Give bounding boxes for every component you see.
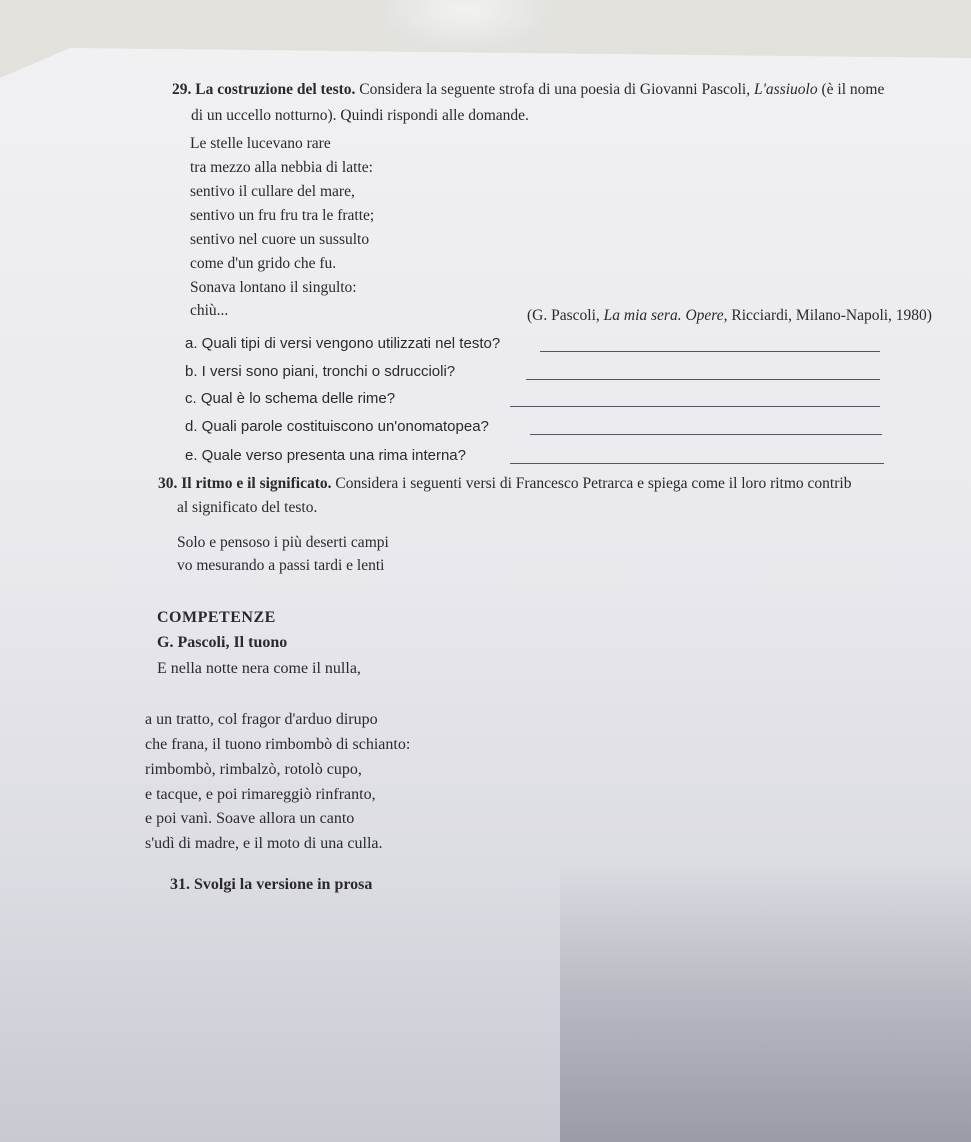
q29-answer-line-b[interactable] <box>526 379 880 380</box>
q29-answer-line-a[interactable] <box>540 351 880 352</box>
q29-question-c: c. Qual è lo schema delle rime? <box>185 390 396 407</box>
q29-answer-line-e[interactable] <box>510 463 884 464</box>
competenze-poem-line: s'udì di madre, e il moto di una culla. <box>145 835 383 852</box>
q29-poem-line: tra mezzo alla nebbia di latte: <box>190 159 373 176</box>
q29-line-1 <box>172 82 884 98</box>
q29-work-title: L'assiuolo <box>754 81 818 98</box>
q30-verse: vo mesurando a passi tardi e lenti <box>177 557 385 574</box>
q29-intro-a: Considera la seguente strofa di una poesia di Giovanni Pascoli, <box>359 81 751 98</box>
q30-intro-2: al significato del testo. <box>177 499 318 516</box>
competenze-heading: COMPETENZE <box>157 609 276 626</box>
q30-verse: Solo e pensoso i più deserti campi <box>177 534 389 551</box>
q29-poem-line: Le stelle lucevano rare <box>190 135 331 152</box>
q29-poem-line: sentivo nel cuore un sussulto <box>190 231 370 248</box>
q29-intro-b: (è il nome <box>821 81 885 98</box>
q29-poem-line: sentivo il cullare del mare, <box>190 183 355 200</box>
q29-poem-line: sentivo un fru fru tra le fratte; <box>190 207 375 224</box>
q29-poem-line: Sonava lontano il singulto: <box>190 279 357 296</box>
competenze-poem-line: a un tratto, col fragor d'arduo dirupo <box>145 711 378 728</box>
q29-title: 29. La costruzione del testo. <box>172 81 356 98</box>
q29-question-d: d. Quali parole costituiscono un'onomatopea? <box>185 418 489 435</box>
competenze-poem-line: e tacque, e poi rimareggiò rinfranto, <box>145 786 376 803</box>
q29-source-title: La mia sera. Opere, <box>603 307 728 324</box>
q30-intro: Considera i seguenti versi di Francesco Petrarca e spiega come il loro ritmo contrib <box>335 475 852 492</box>
q29-poem-line: come d'un grido che fu. <box>190 255 337 272</box>
competenze-poem-title: G. Pascoli, Il tuono <box>157 634 288 651</box>
q29-answer-line-c[interactable] <box>510 406 880 407</box>
q30-title: 30. Il ritmo e il significato. <box>158 475 332 492</box>
q29-intro-2: di un uccello notturno). Quindi rispondi alle domande. <box>191 107 529 124</box>
worksheet-page <box>0 48 971 1142</box>
q29-poem-line: chiù... <box>190 302 229 319</box>
q29-question-a: a. Quali tipi di versi vengono utilizzati nel testo? <box>185 335 501 352</box>
q29-source <box>527 308 932 324</box>
q29-answer-line-d[interactable] <box>530 434 882 435</box>
competenze-poem-line: rimbombò, rimbalzò, rotolò cupo, <box>145 761 362 778</box>
q29-source-author: (G. Pascoli, <box>527 307 600 324</box>
competenze-poem-line: che frana, il tuono rimbombò di schianto: <box>145 736 411 753</box>
q29-question-e: e. Quale verso presenta una rima interna? <box>185 447 466 464</box>
q29-source-publisher: Ricciardi, Milano-Napoli, 1980) <box>731 307 932 324</box>
q31-title: 31. Svolgi la versione in prosa <box>170 876 373 893</box>
competenze-poem-line: e poi vanì. Soave allora un canto <box>145 810 355 827</box>
q29-question-b: b. I versi sono piani, tronchi o sdruccioli? <box>185 363 456 380</box>
q30-line-1 <box>158 476 851 492</box>
competenze-first-line: E nella notte nera come il nulla, <box>157 660 361 677</box>
packaging-corner <box>380 0 550 50</box>
